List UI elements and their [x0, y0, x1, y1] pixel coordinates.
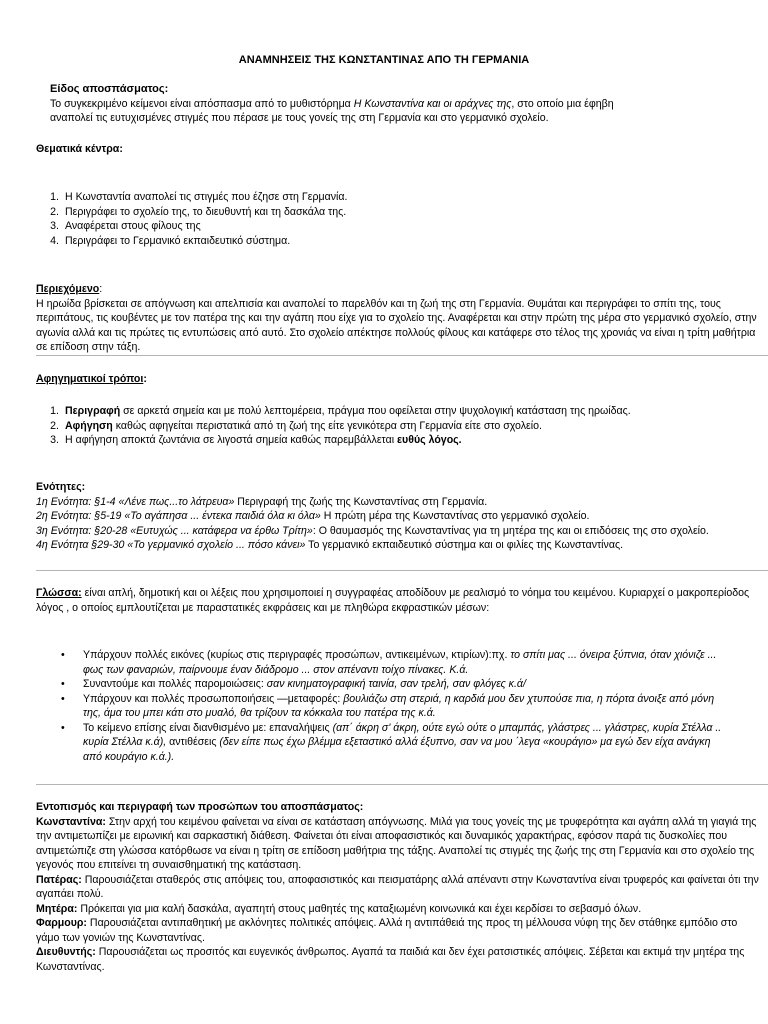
themata-heading: Θεματικά κέντρα: [36, 143, 123, 155]
list-item: 2. Αφήγηση καθώς αφηγείται περιστατικά από τη ζωή της είτε γενικότερα στη Γερμανία είτε στο σχολείο. [50, 419, 542, 432]
enotita-row: 2η Ενότητα: §5-19 «Το αγάπησα ... έντεκα παιδιά όλα κι όλα» Η πρώτη μέρα της Κωνσταντίνας στο γερμανικό σχολείο. [36, 510, 590, 522]
glossa-heading: Γλώσσα: [36, 587, 82, 599]
list-item: 3. Αναφέρεται στους φίλους της [50, 220, 201, 232]
eidos-text [50, 97, 650, 126]
eidos-text-part2: , στο οποίο μια έφηβη αναπολεί τις ευτυχισμένες στιγμές που πέρασε με τους γονείς της στη Γερμανία και στο γερμανικό σχολείο. [50, 97, 614, 124]
list-item: 4. Περιγράφει το Γερμανικό εκπαιδευτικό σύστημα. [50, 234, 291, 247]
divider [36, 784, 768, 785]
person-entry: Πατέρας: Παρουσιάζεται σταθερός στις απόψεις του, αποφασιστικός και πεισματάρης αλλά απέναντι στην Κωνσταντίνα είναι τρυφερός και φαίνεται ότι την αγαπάει πολύ. [36, 873, 759, 900]
list-item: • Το κείμενο επίσης είναι διανθισμένο με: επαναλήψεις (απ΄ άκρη σ' άκρη, ούτε εγώ ούτε ο μπαμπάς, γλάστρες ... γλάστρες, κυρία Στέλλα .. κυρία Στέλλα κ.ά), αντιθέσεις (δεν είπε πως έχω βλέμμα εξεταστικό αλλά έξυπνο, σαν να μου ΄λεγα «κουράγιο» μα εγώ δεν είχα ανάγκη από κουράγιο κ.ά.). [61, 721, 722, 763]
document-title: ΑΝΑΜΝΗΣΕΙΣ ΤΗΣ ΚΩΝΣΤΑΝΤΙΝΑΣ ΑΠΟ ΤΗ ΓΕΡΜΑΝΙΑ [238, 54, 530, 66]
list-item: 2. Περιγράφει το σχολείο της, το διευθυντή και τη δασκάλα της. [50, 205, 347, 218]
periexomeno-section [36, 282, 760, 355]
periexomeno-heading-line: Περιεχόμενο: [36, 283, 103, 295]
list-item: 1. Η Κωνσταντία αναπολεί τις στιγμές που έζησε στη Γερμανία. [50, 191, 348, 203]
eidos-text-part1: Το συγκεκριμένο κείμενοι είναι απόσπασμα από το μυθιστόρημα [50, 97, 354, 110]
list-item: 3. Η αφήγηση αποκτά ζωντάνια σε λιγοστά σημεία καθώς παρεμβάλλεται ευθύς λόγος. [50, 434, 462, 446]
glossa-bullets [58, 648, 728, 764]
list-item: • Υπάρχουν πολλές εικόνες (κυρίως στις περιγραφές προσώπων, αντικειμένων, κτιρίων):πχ. το σπίτι μας ... όνειρα ξύπνια, όταν χιόνιζε ... φως των φαναριών, παίρνουμε έναν διάδρομο ... στον απέναντι τοίχο πίνακες. Κ.ά. [61, 649, 717, 676]
divider [36, 570, 768, 571]
novel-title: Η Κωνσταντίνα και οι αράχνες της [353, 97, 512, 110]
list-item: 1. Περιγραφή σε αρκετά σημεία και με πολύ λεπτομέρεια, πράγμα που οφείλεται στην ψυχολογική κατάσταση της ηρωίδας. [50, 405, 631, 417]
bullet-icon: • [61, 721, 65, 734]
prosopa-heading: Εντοπισμός και περιγραφή των προσώπων του αποσπάσματος: [36, 801, 364, 813]
afigimatikoi-list [41, 404, 761, 448]
glossa-section [36, 586, 760, 615]
enotita-row: 1η Ενότητα: §1-4 «Λένε πως...το λάτρευα» Περιγραφή της ζωής της Κωνσταντίνας στη Γερμανία. [36, 495, 488, 508]
glossa-text: Γλώσσα: είναι απλή, δημοτική και οι λέξεις που χρησιμοποιεί η συγγραφέας αποδίδουν με ρεαλισμό το νόημα του κειμένου. Κυριαρχεί ο μακροπερίοδος λόγος , ο οποίος εμπλουτίζεται με παραστατικές εκφράσεις και με πληθώρα εκφραστικών μέσων: [36, 587, 750, 614]
bullet-icon: • [61, 692, 65, 705]
enotites-section [36, 480, 760, 553]
divider [36, 355, 768, 356]
periexomeno-text: Η ηρωίδα βρίσκεται σε απόγνωση και απελπισία και αναπολεί το παρελθόν και τη ζωή της στη Γερμανία. Θυμάται και περιγράφει το σπίτι της, τους περιπάτους, τις κουβέντες με τον πατέρα της και την αγάπη που είχε για το σχολείο της. Αναφέρεται και στην πρώτη της μέρα στο γερμανικό σχολείο, στην αγωνία αλλά και τις πρώτες τις εντυπώσεις από αυτό. Στο σχολείο απέκτησε πολλούς φίλους και κατάφερε στο τέλος της χρονιάς να είναι η τρίτη μαθήτρια σε επίδοση στην τάξη. [36, 297, 757, 353]
list-item: • Υπάρχουν και πολλές προσωποποιήσεις —μεταφορές: βουλιάζω στη στεριά, η καρδιά μου δεν χτυπούσε πια, η πόρτα άνοιξε από μόνη της, άμα του μπει κάτι στο μυαλό, θα τρίζουν τα κόκκαλα του πατέρα της κ.ά. [61, 692, 715, 719]
eidos-section [50, 82, 650, 126]
person-entry: Διευθυντής: Παρουσιάζεται ως προσιτός και ευγενικός άνθρωπος. Αγαπά τα παιδιά και δεν έχει ρατσιστικές απόψεις. Σέβεται και εκτιμά την μητέρα της Κωνσταντίνας. [36, 946, 745, 973]
person-entry: Μητέρα: Πρόκειται για μια καλή δασκάλα, αγαπητή στους μαθητές της καταξιωμένη κοινωνικά και έχει κερδίσει το σεβασμό όλων. [36, 902, 642, 915]
eidos-heading: Είδος αποσπάσματος: [50, 83, 169, 95]
prosopa-section [36, 800, 760, 974]
bullet-icon: • [61, 678, 65, 690]
periexomeno-heading: Περιεχόμενο [36, 283, 100, 295]
afigimatikoi-heading-line: Αφηγηματικοί τρόποι: [36, 373, 147, 385]
person-entry: Κωνσταντίνα: Στην αρχή του κειμένου φαίνεται να είναι σε κατάσταση απόγνωσης. Μιλά για τους γονείς της με τρυφερότητα και αγάπη αλλά τη γιαγιά της την αντιμετωπίζει με ειρωνική και σαρκαστική διάθεση. Φαίνεται ότι είναι αποφασιστικός και δυναμικός χαρακτήρας, εφόσον παρά τις δυσκολίες που αντιμετώπιζε στη γλώσσα κατόρθωσε να είναι η τρίτη σε επίδοση μαθήτρια της τάξης. Αναπολεί τις στιγμές της ζωής της στη Γερμανία και στο σχολείο της γεγονός που επιτείνει τη συναισθηματική της κατάσταση. [36, 815, 757, 871]
person-entry: Φαρμουρ: Παρουσιάζεται αντιπαθητική με ακλόνητες πολιτικές απόψεις. Αλλά η αντιπάθειά της προς τη μέλλουσα νύφη της δεν στάθηκε εμπόδιο στο γάμο των γονιών της Κωνσταντίνας. [36, 917, 738, 944]
bullet-icon: • [61, 649, 65, 661]
enotites-heading: Ενότητες: [36, 481, 86, 493]
enotita-row: 4η Ενότητα §29-30 «Το γερμανικό σχολείο ... πόσο κάνει» Το γερμανικό εκπαιδευτικό σύστημα και οι φιλίες της Κωνσταντίνας. [36, 539, 624, 551]
afigimatikoi-heading: Αφηγηματικοί τρόποι [36, 373, 144, 385]
list-item: • Συναντούμε και πολλές παρομοιώσεις: σαν κινηματογραφική ταινία, σαν τρελή, σαν φλόγες κ.ά/ [61, 678, 526, 690]
themata-list [41, 190, 641, 248]
enotita-row: 3η Ενότητα: §20-28 «Ευτυχώς ... κατάφερα να έρθω Τρίτη»: Ο θαυμασμός της Κωνσταντίνας για τη μητέρα της και οι επιδόσεις της στο σχολείο. [36, 524, 709, 537]
